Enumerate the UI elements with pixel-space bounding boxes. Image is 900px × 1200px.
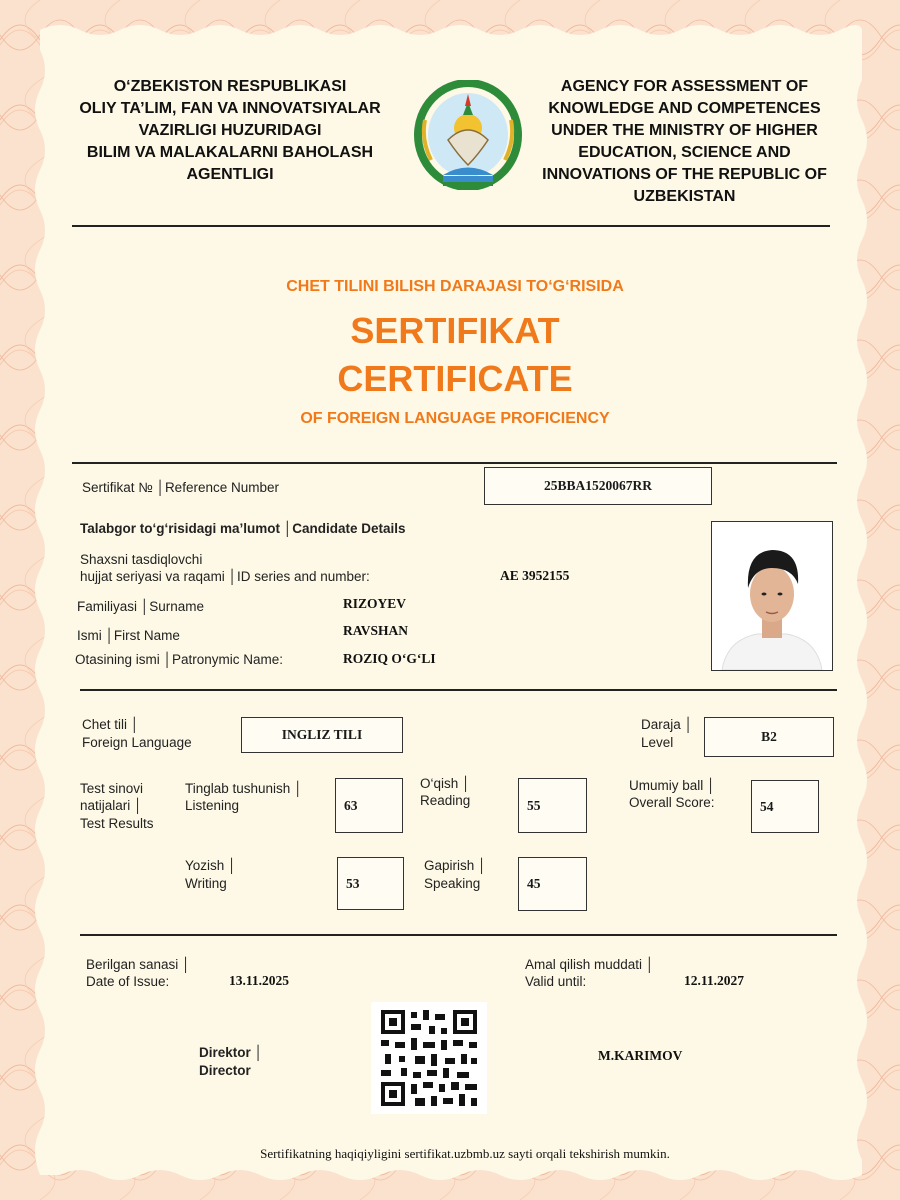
title-uz: SERTIFIKAT: [350, 310, 560, 351]
section-divider: [80, 689, 837, 691]
header-right-line: INNOVATIONS OF THE REPUBLIC OF: [542, 166, 827, 183]
reading-label-line-1: O‘qish │: [420, 776, 471, 791]
results-label-line-3: Test Results: [80, 816, 154, 831]
section-divider: [80, 934, 837, 936]
title-post: OF FOREIGN LANGUAGE PROFICIENCY: [300, 410, 610, 427]
valid-label-line-1: Amal qilish muddati │: [525, 957, 655, 972]
header-right-line: UZBEKISTAN: [633, 188, 736, 205]
valid-label-line-2: Valid until:: [525, 974, 587, 989]
issue-label-line-1: Berilgan sanasi │: [86, 957, 191, 972]
results-label-line-2: natijalari │: [80, 798, 143, 813]
verification-footer: Sertifikatning haqiqiyligini sertifikat.uzbmb.uz sayti orqali tekshirish mumkin.: [260, 1146, 670, 1161]
id-value: AE 3952155: [500, 568, 570, 583]
title-pre: CHET TILINI BILISH DARAJASI TO‘G‘RISIDA: [286, 278, 624, 295]
valid-date: 12.11.2027: [684, 973, 745, 988]
director-label-line-2: Director: [199, 1063, 251, 1078]
patronymic-value: ROZIQ O‘G‘LI: [343, 651, 436, 666]
overall-score-box: 54: [751, 780, 819, 833]
writing-score-box: 53: [337, 857, 404, 910]
level-box: B2: [704, 717, 834, 757]
reference-label: Sertifikat № │Reference Number: [82, 480, 279, 495]
firstname-value: RAVSHAN: [343, 623, 409, 638]
firstname-label: Ismi │First Name: [77, 628, 180, 643]
header-right-line: KNOWLEDGE AND COMPETENCES: [548, 100, 821, 117]
writing-label-line-2: Writing: [185, 876, 227, 891]
header-right-line: EDUCATION, SCIENCE AND: [578, 144, 791, 161]
header-right-line: UNDER THE MINISTRY OF HIGHER: [551, 122, 818, 139]
reference-number-box: 25BBA1520067RR: [484, 467, 712, 505]
header-divider: [72, 225, 830, 227]
reading-label-line-2: Reading: [420, 793, 471, 808]
header-left-line: BILIM VA MALAKALARNI BAHOLASH: [86, 144, 374, 161]
speaking-score-box: 45: [518, 857, 587, 911]
language-label-line-2: Foreign Language: [82, 735, 192, 750]
patronymic-label: Otasining ismi │Patronymic Name:: [75, 652, 283, 667]
listening-label-line-1: Tinglab tushunish │: [185, 781, 303, 796]
section-divider: [72, 462, 837, 464]
id-label-line-2: hujjat seriyasi va raqami │ID series and number:: [80, 569, 370, 584]
results-label-line-1: Test sinovi: [80, 781, 144, 796]
candidate-photo: [711, 521, 833, 671]
speaking-label-line-1: Gapirish │: [424, 858, 487, 873]
header-left-line: AGENTLIGI: [186, 166, 274, 183]
header-left-line: VAZIRLIGI HUZURIDAGI: [138, 122, 322, 139]
listening-score-box: 63: [335, 778, 403, 833]
surname-value: RIZOYEV: [343, 596, 407, 611]
writing-label-line-1: Yozish │: [185, 858, 237, 873]
overall-label-line-2: Overall Score:: [629, 795, 715, 810]
language-label-line-1: Chet tili │: [82, 717, 140, 732]
surname-label: Familiyasi │Surname: [77, 599, 204, 614]
header-left-block: [55, 76, 405, 186]
level-label-line-2: Level: [641, 735, 674, 750]
header-left-line: OLIY TA’LIM, FAN VA INNOVATSIYALAR: [79, 100, 381, 117]
uzbekistan-emblem-icon: [413, 80, 523, 190]
speaking-label-line-2: Speaking: [424, 876, 481, 891]
header-left-line: O‘ZBEKISTON RESPUBLIKASI: [113, 78, 347, 95]
header-right-line: AGENCY FOR ASSESSMENT OF: [560, 78, 809, 95]
overall-label-line-1: Umumiy ball │: [629, 778, 716, 793]
issue-date: 13.11.2025: [229, 973, 290, 988]
director-label-line-1: Direktor │: [199, 1045, 263, 1060]
header-right-block: [522, 76, 847, 208]
level-label-line-1: Daraja │: [641, 717, 693, 732]
director-name: M.KARIMOV: [598, 1048, 683, 1063]
id-label-line-1: Shaxsni tasdiqlovchi: [80, 552, 203, 567]
title-en: CERTIFICATE: [337, 358, 573, 399]
reading-score-box: 55: [518, 778, 587, 833]
candidate-heading: Talabgor to‘g‘risidagi ma’lumot │Candidate Details: [80, 521, 406, 536]
qr-code-icon[interactable]: [371, 1002, 487, 1114]
language-box: INGLIZ TILI: [241, 717, 403, 753]
listening-label-line-2: Listening: [185, 798, 240, 813]
issue-label-line-2: Date of Issue:: [86, 974, 170, 989]
